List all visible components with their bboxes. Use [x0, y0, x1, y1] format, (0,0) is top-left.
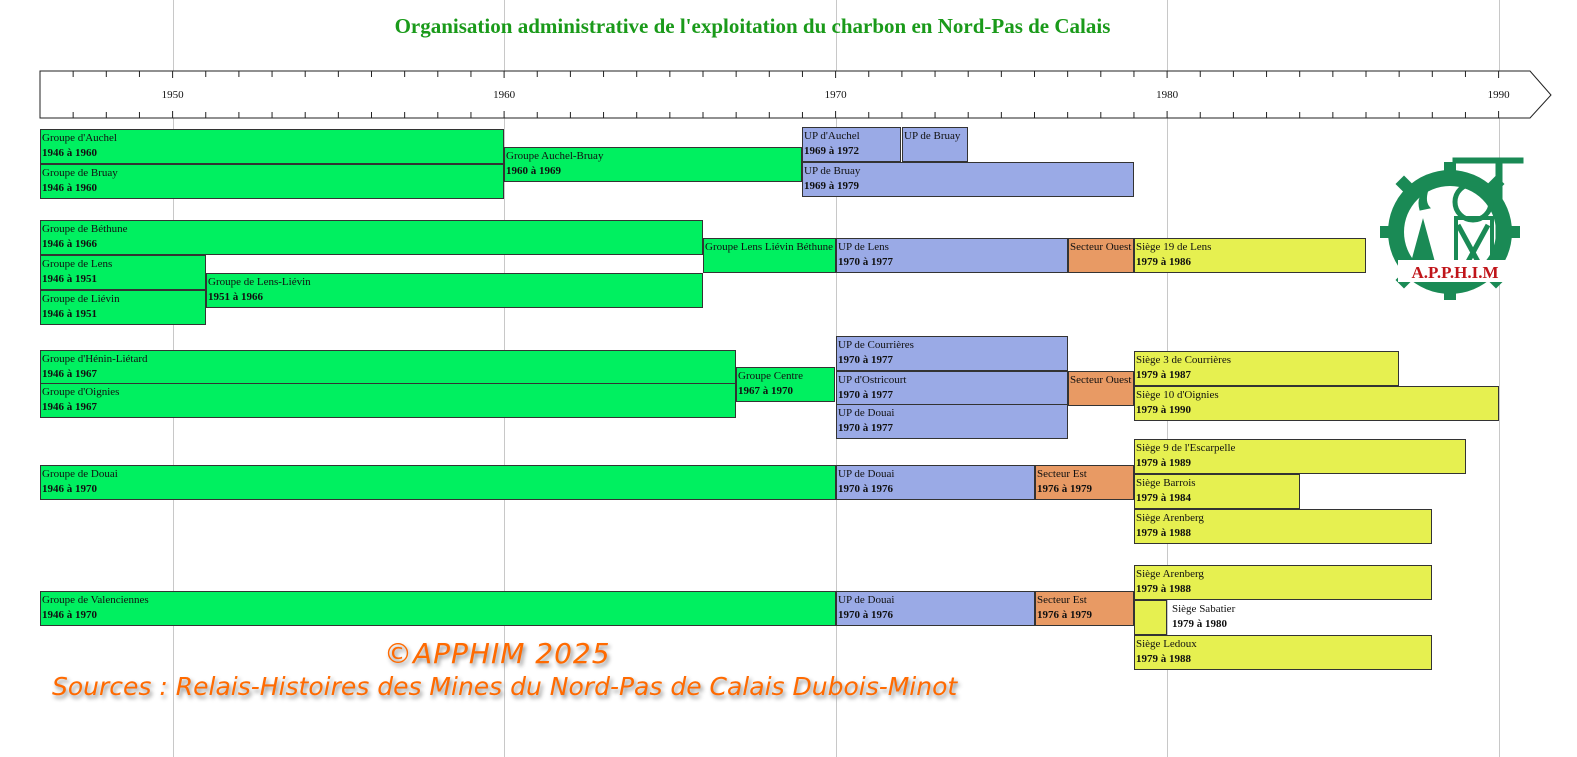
bar-label: UP d'Auchel — [804, 130, 860, 142]
timeline-bar — [40, 383, 736, 418]
bar-years: 1960 à 1969 — [506, 165, 561, 177]
timeline-bar — [1035, 591, 1134, 626]
bar-label: Secteur Ouest — [1070, 374, 1132, 386]
bar-label: Groupe d'Hénin-Liétard — [42, 353, 148, 365]
timeline-bar — [40, 591, 836, 626]
timeline-bar — [1134, 474, 1300, 509]
free-label — [1172, 602, 1235, 632]
bar-label: UP d'Ostricourt — [838, 374, 907, 386]
timeline-bar — [206, 273, 703, 308]
axis-tick-label: 1980 — [1156, 89, 1179, 101]
bar-years: 1946 à 1970 — [42, 483, 97, 495]
timeline-bar — [802, 162, 1134, 197]
timeline-bar — [1035, 465, 1134, 500]
bar-label: Groupe Lens Liévin Béthune — [705, 241, 833, 253]
bar-years: 1979 à 1988 — [1136, 583, 1191, 595]
bar-years: 1979 à 1988 — [1136, 653, 1191, 665]
timeline-bar — [40, 465, 836, 500]
bar-label: Siège Ledoux — [1136, 638, 1197, 650]
bar-years: 1970 à 1977 — [838, 354, 893, 366]
axis-tick-label: 1960 — [493, 89, 516, 101]
bar-label: UP de Douai — [838, 594, 895, 606]
bar-label: Groupe d'Oignies — [42, 386, 120, 398]
bar-label: Siège Sabatier — [1172, 603, 1236, 615]
bar-label: UP de Douai — [838, 407, 895, 419]
timeline-bar — [1134, 351, 1399, 386]
bar-label: Groupe de Liévin — [42, 293, 120, 305]
bar-label: Groupe Auchel-Bruay — [506, 150, 604, 162]
timeline-bar — [736, 367, 835, 402]
timeline-bar — [40, 255, 206, 290]
bar-years: 1979 à 1990 — [1136, 404, 1191, 416]
bar-label: UP de Lens — [838, 241, 889, 253]
axis-tick-label: 1970 — [824, 89, 847, 101]
timeline-bar — [40, 350, 736, 385]
bar-years: 1946 à 1960 — [42, 147, 97, 159]
bar-years: 1946 à 1967 — [42, 368, 97, 380]
timeline-bar — [1068, 371, 1134, 406]
bar-years: 1946 à 1970 — [42, 609, 97, 621]
bar-label: Groupe de Valenciennes — [42, 594, 149, 606]
bar-years: 1967 à 1970 — [738, 385, 793, 397]
copyright-text: ©APPHIM 2025 — [384, 637, 611, 670]
bar-label: Siège 3 de Courrières — [1136, 354, 1231, 366]
timeline-bar — [1134, 509, 1432, 544]
bar-years: 1979 à 1980 — [1172, 618, 1227, 630]
bar-years: 1979 à 1988 — [1136, 527, 1191, 539]
timeline-bar — [836, 336, 1068, 371]
bar-label: Secteur Est — [1037, 468, 1087, 480]
timeline-bar — [836, 465, 1035, 500]
bar-years: 1946 à 1951 — [42, 308, 97, 320]
bar-label: UP de Douai — [838, 468, 895, 480]
timeline-bar — [902, 127, 968, 162]
bar-label: Groupe de Lens — [42, 258, 113, 270]
timeline-bar — [1068, 238, 1134, 273]
bar-years: 1946 à 1966 — [42, 238, 97, 250]
bar-label: Groupe de Lens-Liévin — [208, 276, 311, 288]
timeline-bar — [40, 129, 504, 164]
timeline-bar — [836, 238, 1068, 273]
chart-title: Organisation administrative de l'exploitation du charbon en Nord-Pas de Calais — [394, 14, 1111, 38]
bar-label: UP de Bruay — [904, 130, 961, 142]
timeline-bar — [836, 404, 1068, 439]
bar-label: UP de Bruay — [804, 165, 861, 177]
axis-arrow — [40, 71, 1551, 118]
timeline-bar — [1134, 635, 1432, 670]
timeline-bar — [40, 290, 206, 325]
bar-years: 1979 à 1984 — [1136, 492, 1191, 504]
bar-label: Siège 9 de l'Escarpelle — [1136, 442, 1236, 454]
timeline-bar — [40, 164, 504, 199]
bar-years: 1951 à 1966 — [208, 291, 263, 303]
bar-label: Groupe de Douai — [42, 468, 118, 480]
svg-text:A.P.P.H.I.M: A.P.P.H.I.M — [1411, 263, 1499, 282]
timeline-bar — [703, 238, 836, 273]
timeline-bar — [1134, 600, 1167, 635]
bar-label: Siège 10 d'Oignies — [1136, 389, 1219, 401]
bar-label: Secteur Ouest — [1070, 241, 1132, 253]
bar-years: 1946 à 1951 — [42, 273, 97, 285]
bar-years: 1979 à 1987 — [1136, 369, 1191, 381]
apphim-logo — [1378, 150, 1528, 305]
bar-years: 1970 à 1977 — [838, 389, 893, 401]
bar-label: Siège Barrois — [1136, 477, 1196, 489]
bar-label: Siège Arenberg — [1136, 512, 1204, 524]
bar-label: Groupe Centre — [738, 370, 804, 382]
timeline-bar — [1134, 238, 1366, 273]
bar-years: 1979 à 1989 — [1136, 457, 1191, 469]
bar-years: 1970 à 1977 — [838, 256, 893, 268]
bar-years: 1970 à 1976 — [838, 609, 893, 621]
timeline-bar — [504, 147, 802, 182]
timeline-bar — [1134, 439, 1466, 474]
bar-label: Groupe de Bruay — [42, 167, 118, 179]
sources-text: Sources : Relais-Histoires des Mines du Nord-Pas de Calais Dubois-Minot — [52, 672, 958, 701]
bar-label: Groupe de Béthune — [42, 223, 128, 235]
bar-years: 1946 à 1960 — [42, 182, 97, 194]
timeline-bar — [1134, 565, 1432, 600]
bar-years: 1979 à 1986 — [1136, 256, 1191, 268]
bar-label: UP de Courrières — [838, 339, 914, 351]
bar-years: 1970 à 1977 — [838, 422, 893, 434]
bar-years: 1946 à 1967 — [42, 401, 97, 413]
axis-tick-label: 1990 — [1487, 89, 1510, 101]
timeline-bar — [1134, 386, 1499, 421]
bar-years: 1976 à 1979 — [1037, 483, 1092, 495]
bar-years: 1969 à 1979 — [804, 180, 859, 192]
timeline-bar — [836, 371, 1068, 406]
bar-label: Siège Arenberg — [1136, 568, 1204, 580]
timeline-bar — [40, 220, 703, 255]
bar-years: 1970 à 1976 — [838, 483, 893, 495]
bar-years: 1976 à 1979 — [1037, 609, 1092, 621]
timeline-bar — [836, 591, 1035, 626]
bar-label: Groupe d'Auchel — [42, 132, 117, 144]
bar-label: Secteur Est — [1037, 594, 1087, 606]
timeline-bar — [802, 127, 901, 162]
bar-label: Siège 19 de Lens — [1136, 241, 1212, 253]
axis-tick-label: 1950 — [161, 89, 184, 101]
bar-years: 1969 à 1972 — [804, 145, 859, 157]
